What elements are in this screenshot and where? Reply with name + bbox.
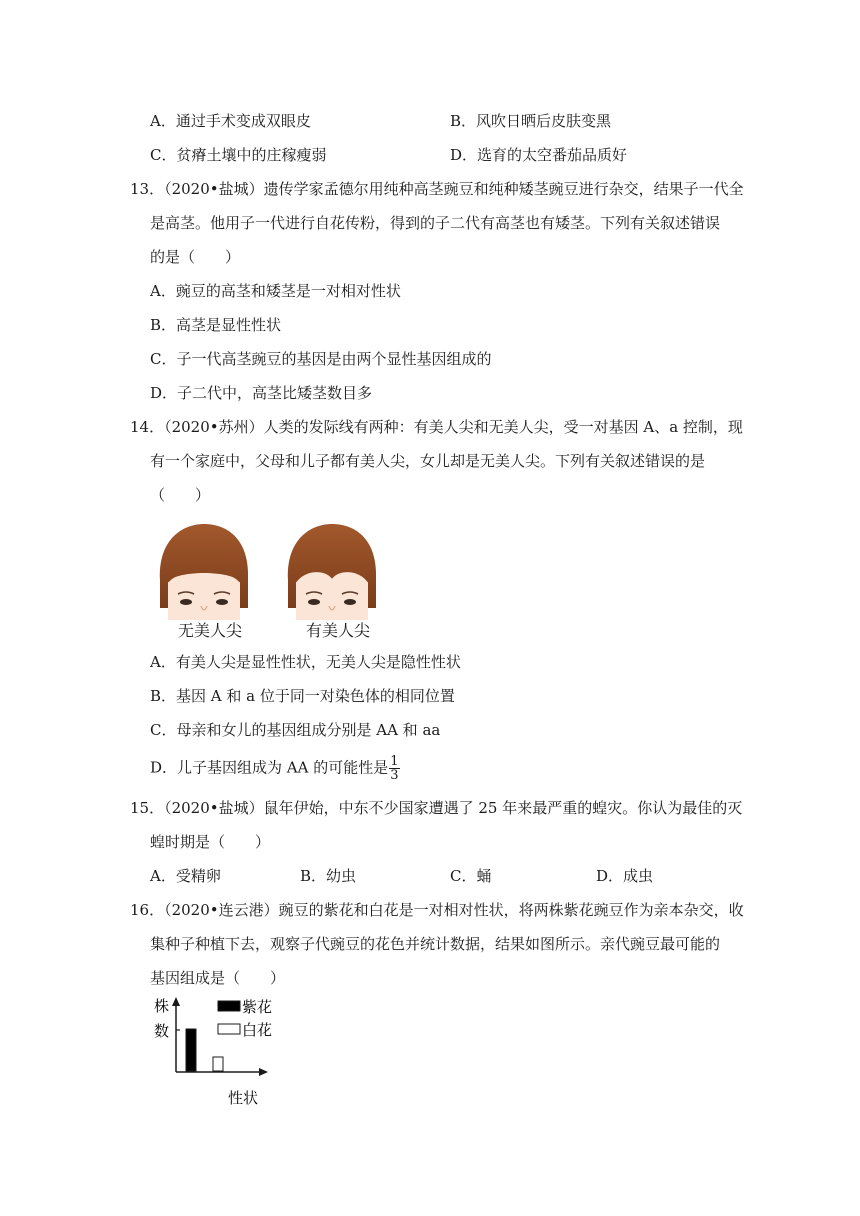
q14-option-d bbox=[150, 755, 400, 782]
flower-color-bar-chart bbox=[148, 995, 283, 1110]
q13-stem-line-2: 是高茎。他用子一代进行自花传粉，得到的子二代有高茎也有矮茎。下列有关叙述错误 bbox=[150, 214, 721, 232]
q12-option-d: D．选育的太空番茄品质好 bbox=[450, 146, 628, 164]
x-axis-label: 性状 bbox=[228, 1089, 259, 1107]
q15-stem-line-2: 蝗时期是（ ） bbox=[150, 833, 271, 851]
q15-option-a: A．受精卵 bbox=[150, 867, 221, 885]
legend-swatch-1 bbox=[218, 1001, 240, 1011]
q15-option-d: D．成虫 bbox=[596, 867, 654, 885]
chart-legend bbox=[218, 998, 272, 1039]
q13-option-b: B．高茎是显性性状 bbox=[150, 316, 282, 334]
figure-label-no-widows-peak: 无美人尖 bbox=[178, 621, 243, 640]
q14-option-b: B．基因 A 和 a 位于同一对染色体的相同位置 bbox=[150, 687, 455, 705]
q13-option-d: D．子二代中，高茎比矮茎数目多 bbox=[150, 384, 373, 402]
q14-option-c: C．母亲和女儿的基因组成分别是 AA 和 aa bbox=[150, 721, 441, 739]
q13-stem-line-1: 13．（2020•盐城）遗传学家孟德尔用纯种高茎豌豆和纯种矮茎豌豆进行杂交，结果子一代全 bbox=[130, 180, 744, 198]
face-no-widows-peak bbox=[160, 524, 248, 620]
q12-option-a: A．通过手术变成双眼皮 bbox=[150, 112, 311, 130]
q14-stem-line-2: 有一个家庭中，父母和儿子都有美人尖，女儿却是无美人尖。下列有关叙述错误的是 bbox=[150, 452, 706, 470]
q14-stem-line-1: 14．（2020•苏州）人类的发际线有两种：有美人尖和无美人尖，受一对基因 A、a 控制，现 bbox=[130, 418, 743, 436]
q14-stem-line-3: （ ） bbox=[150, 486, 211, 504]
q16-stem-line-1: 16．（2020•连云港）豌豆的紫花和白花是一对相对性状，将两株紫花豌豆作为亲本杂交，收 bbox=[130, 901, 744, 919]
q13-option-c: C．子一代高茎豌豆的基因是由两个显性基因组成的 bbox=[150, 350, 492, 368]
q14-option-d-text: D．儿子基因组成为 AA 的可能性是 bbox=[150, 758, 389, 777]
q15-option-b: B．幼虫 bbox=[300, 867, 357, 885]
y-axis-arrow bbox=[172, 997, 180, 1006]
q15-option-c: C．蛹 bbox=[450, 867, 492, 885]
legend-swatch-2 bbox=[218, 1024, 240, 1034]
q15-stem-line-1: 15．（2020•盐城）鼠年伊始，中东不少国家遭遇了 25 年来最严重的蝗灾。你认为最佳的灭 bbox=[130, 799, 743, 817]
q16-stem-line-3: 基因组成是（ ） bbox=[150, 969, 286, 987]
fraction-denominator: 3 bbox=[390, 768, 399, 783]
figure-label-widows-peak: 有美人尖 bbox=[306, 621, 371, 640]
bar-1 bbox=[186, 1029, 196, 1071]
fraction-numerator: 1 bbox=[390, 754, 399, 769]
q13-option-a: A．豌豆的高茎和矮茎是一对相对性状 bbox=[150, 282, 401, 300]
q14-option-a: A．有美人尖是显性性状，无美人尖是隐性性状 bbox=[150, 653, 461, 671]
face-widows-peak bbox=[288, 524, 376, 620]
fraction-one-third bbox=[389, 755, 399, 782]
q12-option-c: C．贫瘠土壤中的庄稼瘦弱 bbox=[150, 146, 327, 164]
q16-stem-line-2: 集种子种植下去，观察子代豌豆的花色并统计数据，结果如图所示。亲代豌豆最可能的 bbox=[150, 935, 721, 953]
bar-2 bbox=[213, 1057, 223, 1071]
legend-label-2: 白花 bbox=[242, 1021, 273, 1039]
x-axis-arrow bbox=[259, 1068, 268, 1076]
bars-group bbox=[186, 1029, 223, 1071]
y-axis-label-char-2: 数 bbox=[154, 1022, 170, 1040]
q13-stem-line-3: 的是（ ） bbox=[150, 248, 241, 266]
legend-label-1: 紫花 bbox=[242, 998, 273, 1016]
y-axis-label-char-1: 株 bbox=[154, 997, 170, 1015]
q12-option-b: B．风吹日晒后皮肤变黑 bbox=[450, 112, 612, 130]
